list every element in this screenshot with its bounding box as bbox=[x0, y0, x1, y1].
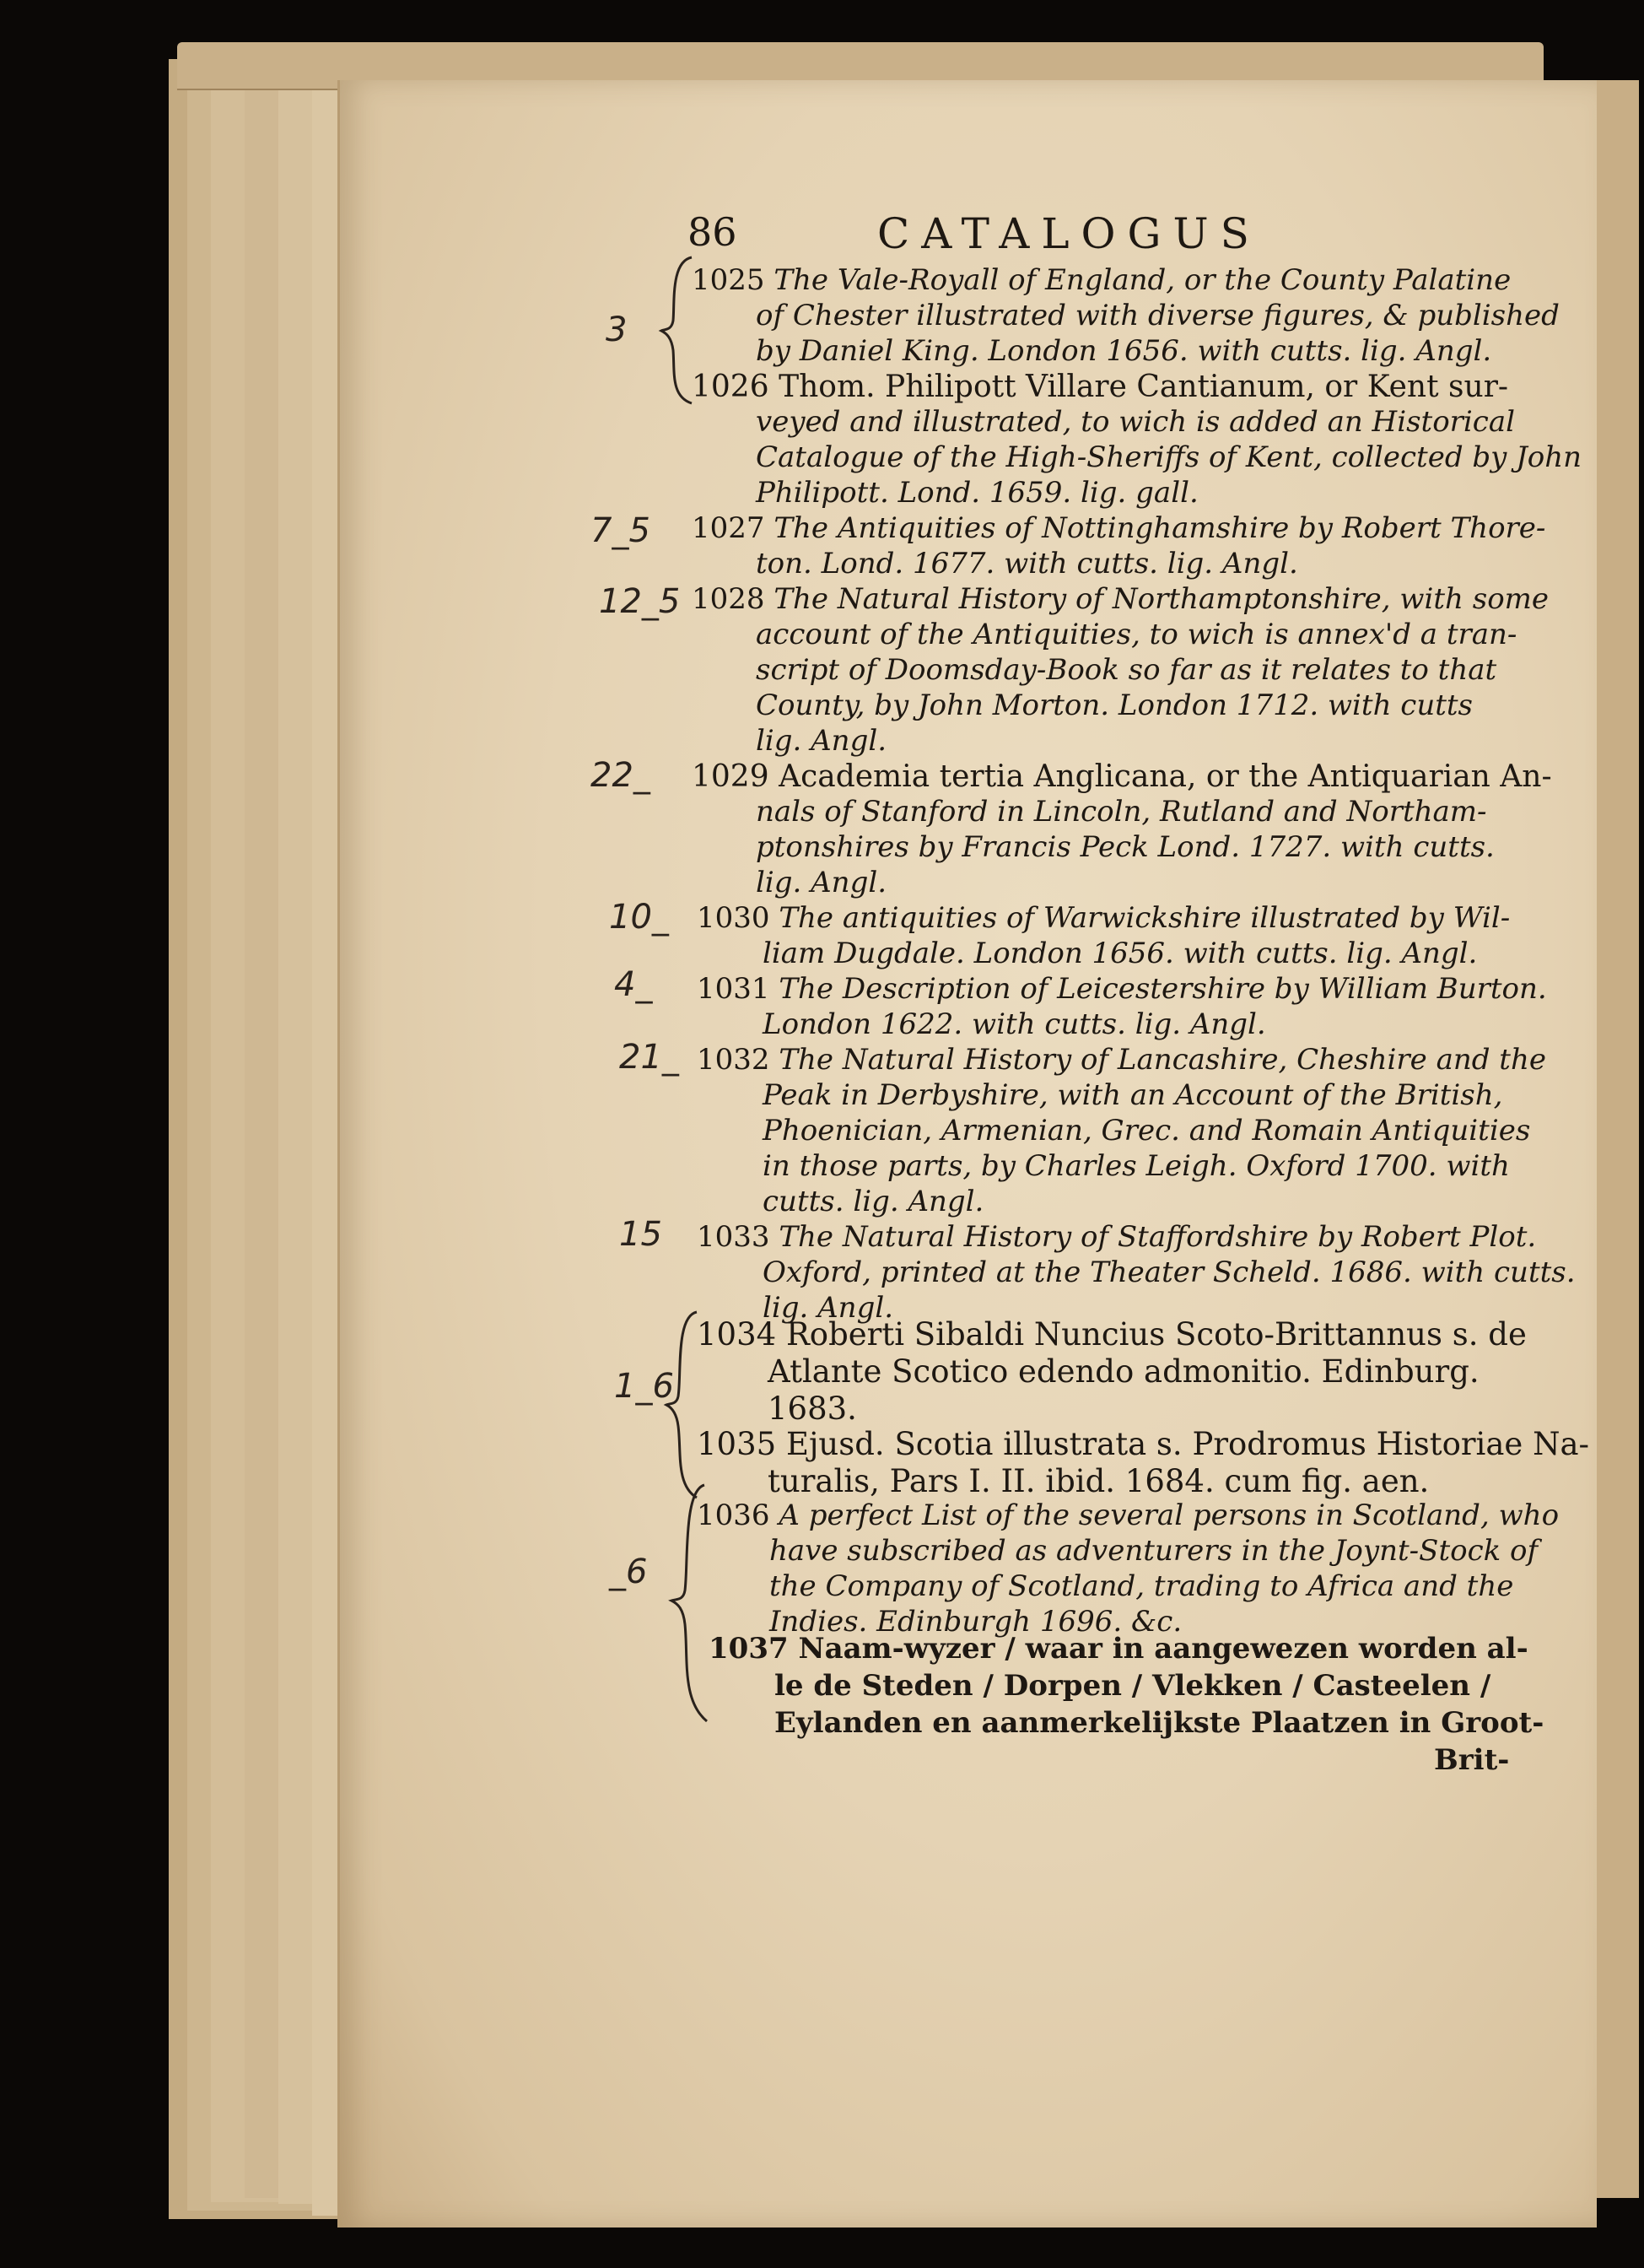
entry-1029-line: lig. Angl. bbox=[756, 866, 887, 899]
entry-1033-line: Oxford, printed at the Theater Scheld. 1686. with cutts. bbox=[763, 1256, 1576, 1289]
page-number: 86 bbox=[687, 209, 737, 255]
entry-1025-line: of Chester illustrated with diverse figures, & published bbox=[756, 299, 1560, 332]
entry-1034-line: 1683. bbox=[768, 1390, 857, 1427]
entry-1028-line: County, by John Morton. London 1712. with cutts bbox=[756, 688, 1473, 722]
entry-1032-line: in those parts, by Charles Leigh. Oxford 1700. with bbox=[763, 1149, 1510, 1183]
entry-1026-line: Philipott. Lond. 1659. lig. gall. bbox=[756, 476, 1199, 510]
entry-1025-line: 1025 The Vale-Royall of England, or the County Palatine bbox=[692, 263, 1512, 297]
entry-1028-line: script of Doomsday-Book so far as it relates to that bbox=[756, 653, 1497, 687]
entry-1029-line: nals of Stanford in Lincoln, Rutland and Northam- bbox=[756, 795, 1487, 829]
entry-1028-line: lig. Angl. bbox=[756, 724, 887, 758]
price-annotation: 12_5 bbox=[599, 582, 681, 621]
price-annotation: _6 bbox=[609, 1552, 648, 1591]
entry-1036-line: Indies. Edinburgh 1696. &c. bbox=[769, 1605, 1183, 1639]
price-annotation: 10_ bbox=[609, 898, 669, 937]
entry-1037-line: le de Steden / Dorpen / Vlekken / Casteelen / bbox=[774, 1669, 1491, 1703]
entry-1030-line: liam Dugdale. London 1656. with cutts. lig. Angl. bbox=[763, 937, 1478, 970]
entry-1037-line: Eylanden en aanmerkelijkste Plaatzen in Groot- bbox=[774, 1706, 1544, 1740]
running-title: CATALOGUS bbox=[877, 209, 1261, 258]
price-annotation: 1_6 bbox=[614, 1367, 674, 1406]
entry-1033-line: 1033 The Natural History of Staffordshire by Robert Plot. bbox=[697, 1220, 1537, 1254]
entry-1029-line: ptonshires by Francis Peck Lond. 1727. with cutts. bbox=[756, 830, 1495, 864]
brace-mark bbox=[658, 253, 709, 405]
brace-mark bbox=[663, 1308, 714, 1502]
entry-1028-line: 1028 The Natural History of Northamptonshire, with some bbox=[692, 582, 1550, 616]
price-annotation: 21_ bbox=[619, 1038, 679, 1077]
entry-1027-line: ton. Lond. 1677. with cutts. lig. Angl. bbox=[756, 547, 1298, 580]
entry-1034-line: 1034 Roberti Sibaldi Nuncius Scoto-Brittannus s. de bbox=[697, 1316, 1527, 1353]
entry-1032-line: cutts. lig. Angl. bbox=[763, 1185, 984, 1218]
entry-1037-line: 1037 Naam-wyzer / waar in aangewezen worden al- bbox=[709, 1632, 1528, 1666]
price-annotation: 22_ bbox=[590, 756, 650, 795]
entry-1026-line: veyed and illustrated, to wich is added an Historical bbox=[756, 405, 1515, 439]
price-annotation: 15 bbox=[619, 1215, 662, 1254]
entry-1030-line: 1030 The antiquities of Warwickshire illustrated by Wil- bbox=[697, 901, 1511, 935]
entry-1035-line: turalis, Pars I. II. ibid. 1684. cum fig. aen. bbox=[768, 1463, 1430, 1499]
entry-1037-line: Brit- bbox=[1434, 1743, 1510, 1777]
entry-1036-line: 1036 A perfect List of the several persons in Scotland, who bbox=[697, 1498, 1560, 1532]
entry-1032-line: Phoenician, Armenian, Grec. and Romain Antiquities bbox=[763, 1114, 1531, 1148]
entry-1025-line: by Daniel King. London 1656. with cutts. lig. Angl. bbox=[756, 334, 1492, 368]
entry-1027-line: 1027 The Antiquities of Nottinghamshire by Robert Thore- bbox=[692, 511, 1546, 545]
price-annotation: 4_ bbox=[614, 965, 653, 1004]
entry-1036-line: the Company of Scotland, trading to Africa and the bbox=[769, 1569, 1514, 1603]
brace-mark bbox=[666, 1481, 725, 1725]
entry-1029-line: 1029 Academia tertia Anglicana, or the Antiquarian An- bbox=[692, 759, 1552, 794]
price-annotation: 7_5 bbox=[590, 511, 650, 550]
entry-1026-line: Catalogue of the High-Sheriffs of Kent, collected by John bbox=[756, 440, 1582, 474]
entry-1026-line: 1026 Thom. Philipott Villare Cantianum, or Kent sur- bbox=[692, 370, 1509, 404]
entry-1031-line: London 1622. with cutts. lig. Angl. bbox=[763, 1007, 1266, 1041]
entry-1032-line: Peak in Derbyshire, with an Account of the British, bbox=[763, 1078, 1503, 1112]
entry-1035-line: 1035 Ejusd. Scotia illustrata s. Prodromus Historiae Na- bbox=[697, 1426, 1590, 1462]
entry-1033-line: lig. Angl. bbox=[763, 1291, 894, 1325]
entry-1031-line: 1031 The Description of Leicestershire by William Burton. bbox=[697, 972, 1547, 1006]
entry-1034-line: Atlante Scotico edendo admonitio. Edinburg. bbox=[768, 1353, 1480, 1390]
entry-1032-line: 1032 The Natural History of Lancashire, Cheshire and the bbox=[697, 1043, 1546, 1077]
entry-1036-line: have subscribed as adventurers in the Joynt-Stock of bbox=[769, 1534, 1539, 1568]
entry-1028-line: account of the Antiquities, to wich is annex'd a tran- bbox=[756, 618, 1517, 651]
price-annotation: 3 bbox=[606, 310, 628, 349]
